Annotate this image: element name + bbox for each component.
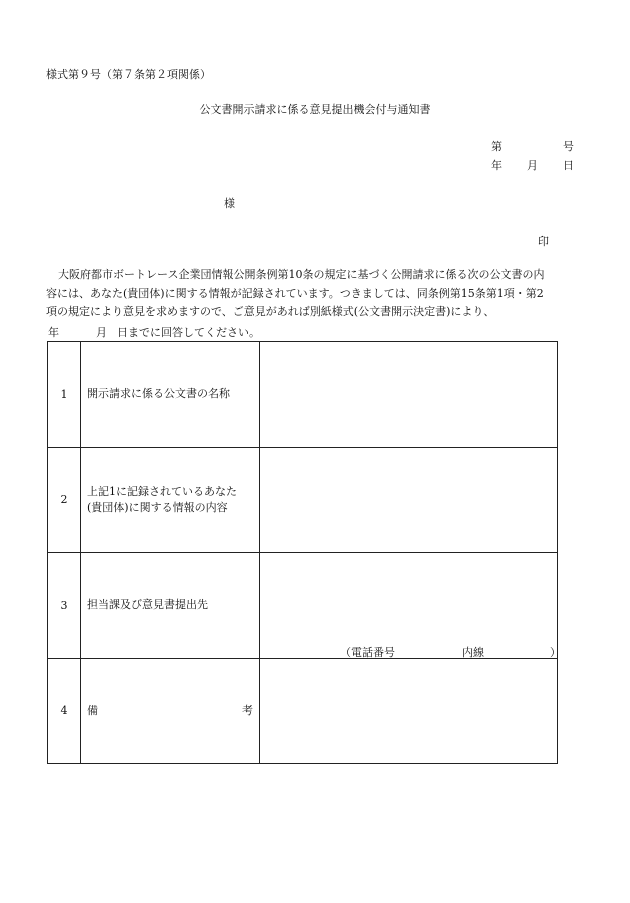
row-label-recorded-info [81,447,260,553]
form-label: 様式第９号（第７条第２項関係） [46,68,211,81]
row-number: 1 [48,342,81,448]
document-number-suffix: 号 [563,140,574,153]
deadline-year-label: 年 [48,326,59,339]
row-label-contact-department: 担当課及び意見書提出先 [81,553,260,659]
body-text-line-3: 項の規定により意見を求めますので、ご意見があれば別紙様式(公文書開示決定書)により、 [46,305,495,318]
remarks-label-right: 考 [242,703,253,717]
notice-table [47,341,561,764]
document-title: 公文書開示請求に係る意見提出機会付与通知書 [199,103,431,116]
extension-label: 内線 [462,645,484,659]
row-label-line: 上記1に記録されているあなた [87,484,237,498]
row-value-recorded-info [260,447,558,553]
row-label-remarks [81,658,260,764]
row-label-line: (貴団体)に関する情報の内容 [87,500,228,514]
row-label-document-name: 開示請求に係る公文書の名称 [81,342,260,448]
row-value-contact-department [260,553,561,659]
date-year-label: 年 [491,159,502,172]
date-month-label: 月 [527,159,538,172]
row-value-document-name [260,342,558,448]
row-number: 3 [48,553,81,659]
table-row [48,553,558,659]
table-row [48,447,558,553]
remarks-label-left: 備 [87,703,98,717]
deadline-month-label: 月 [96,326,107,339]
row-number: 4 [48,658,81,764]
phone-number-label: （電話番号 [340,645,395,659]
body-text-line-4 [0,324,630,340]
deadline-day-text: 日までに回答してください。 [117,326,260,339]
table-row [48,658,558,764]
seal-mark: 印 [538,235,549,248]
phone-close-paren: ） [550,645,561,659]
row-number: 2 [48,447,81,553]
body-text-line-1: 大阪府都市ボートレース企業団情報公開条例第10条の規定に基づく公開請求に係る次の公文書の内 [58,268,545,281]
table-row [48,342,558,448]
document-number-prefix: 第 [491,140,502,153]
body-text-line-2: 容には、あなた(貴団体)に関する情報が記録されています。つきましては、同条例第15条第1項・第2 [46,287,544,300]
addressee-honorific: 様 [224,197,235,210]
date-day-label: 日 [563,159,574,172]
row-value-remarks [260,658,558,764]
